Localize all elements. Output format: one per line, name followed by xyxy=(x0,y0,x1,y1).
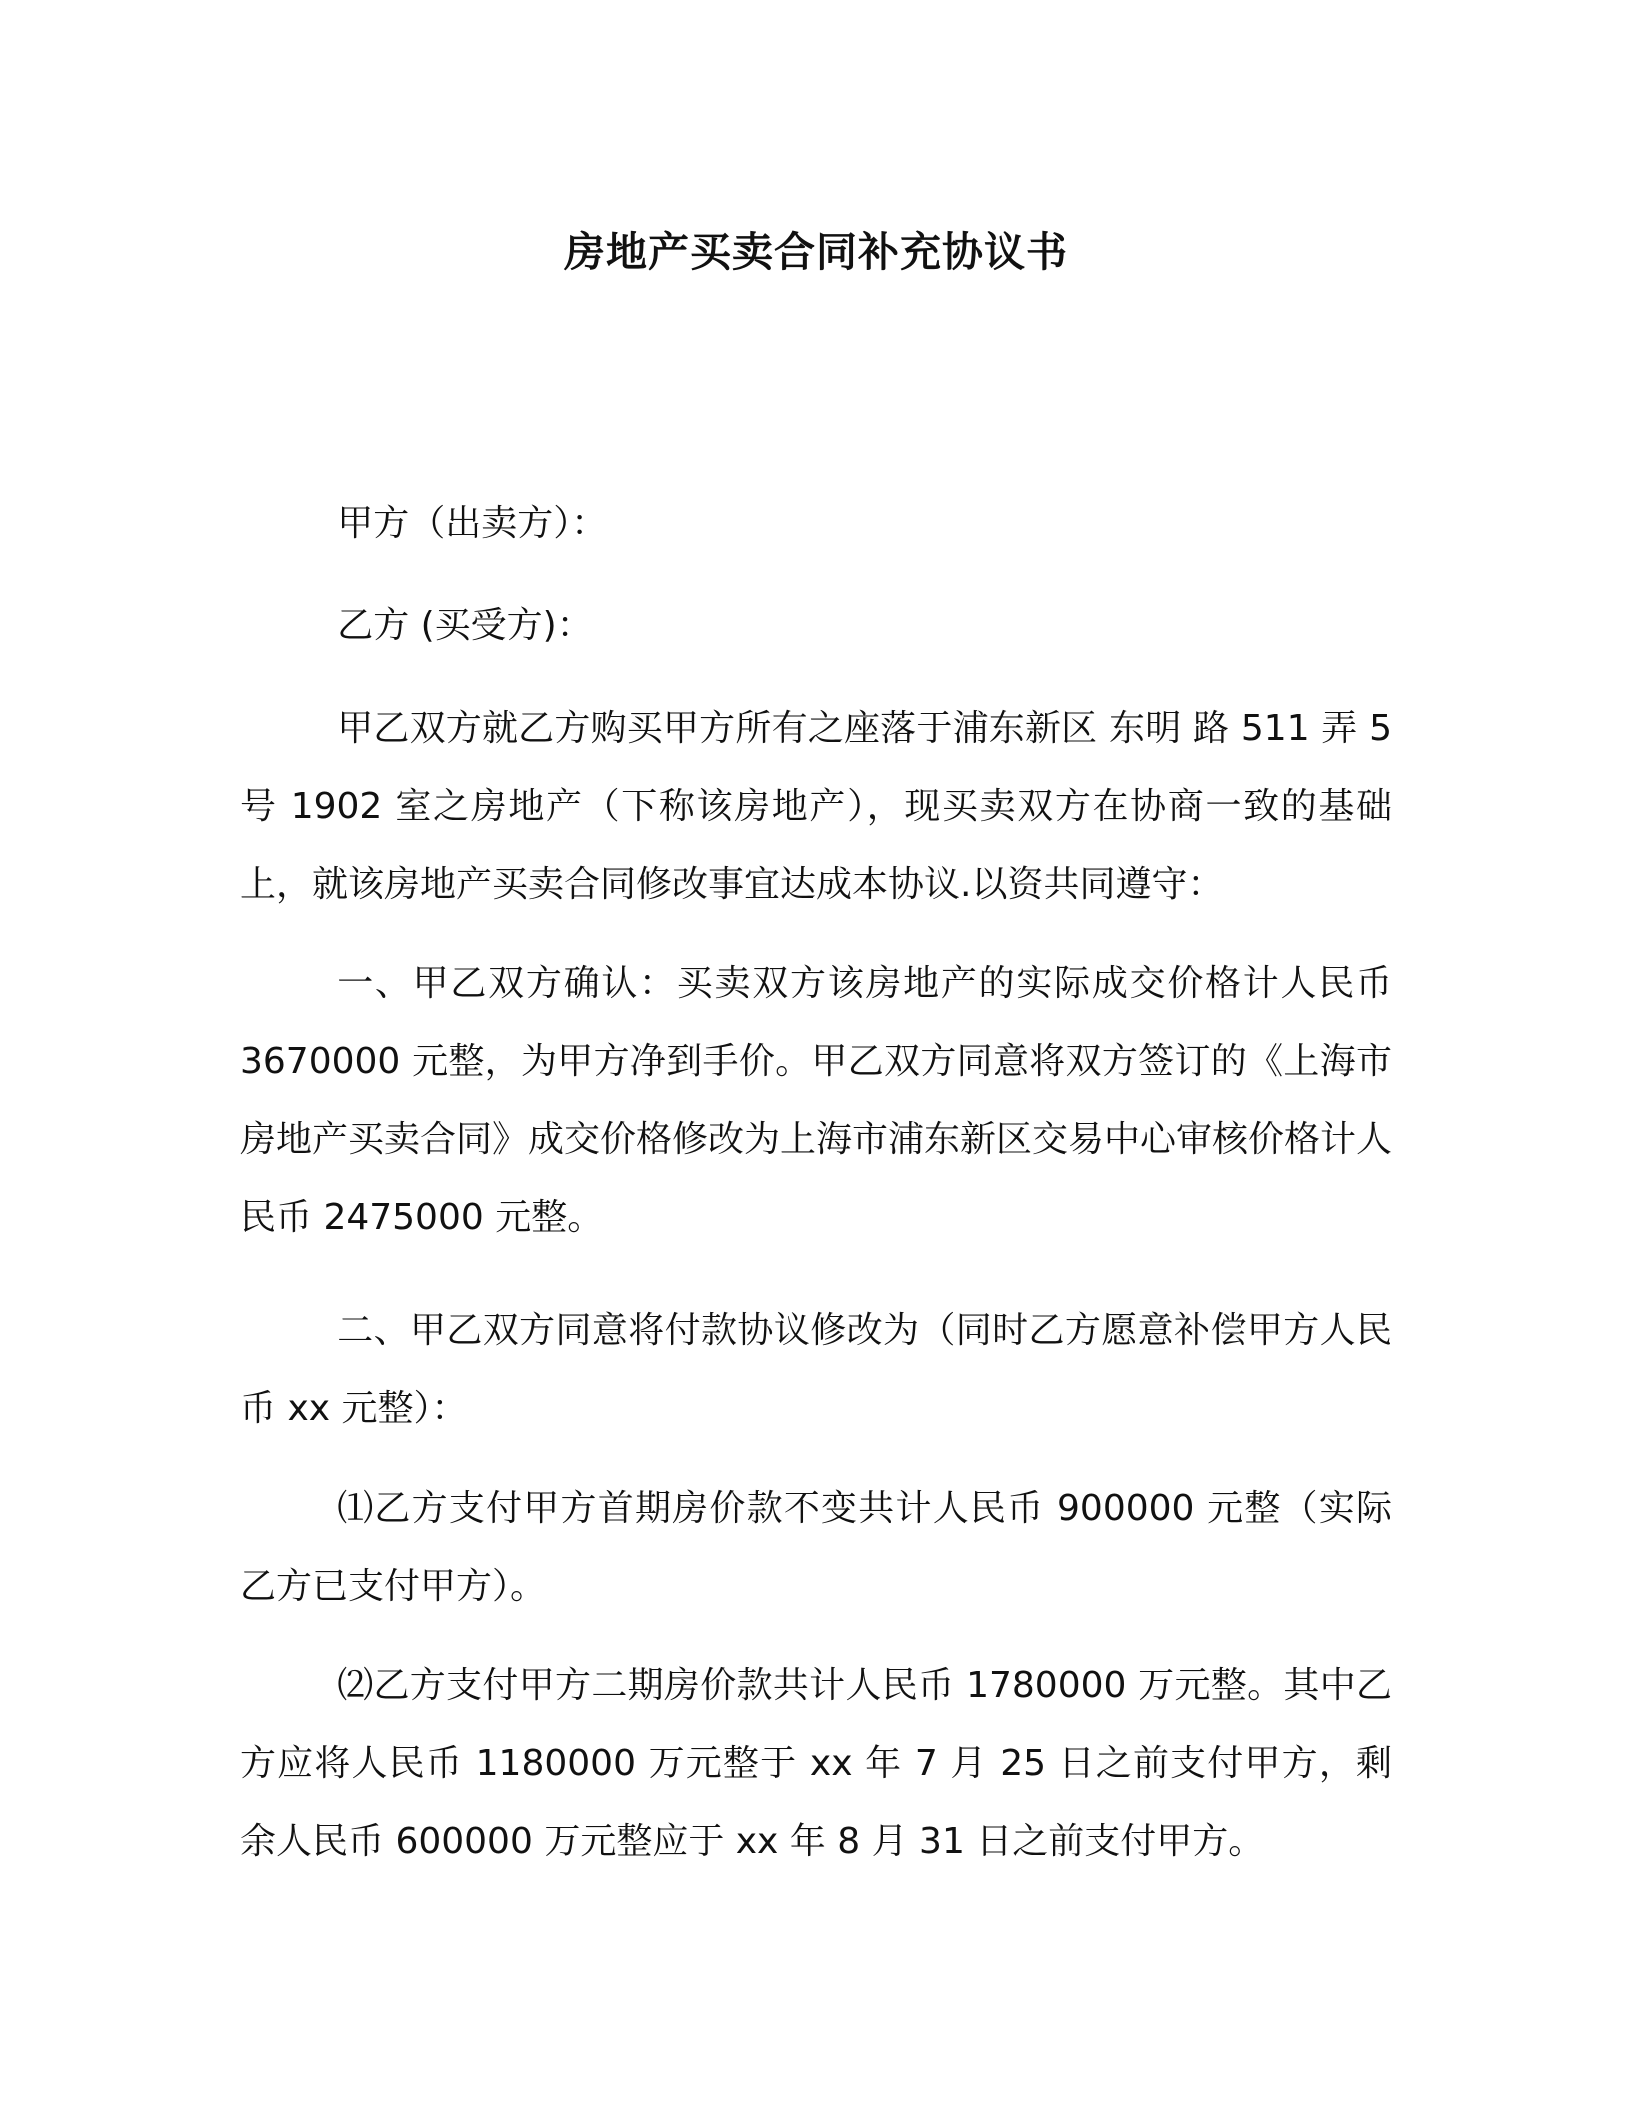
party-b-line xyxy=(240,587,1392,665)
party-b-label: 乙方 (买受方)： xyxy=(337,605,593,646)
payment-item-two-text: ⑵乙方支付甲方二期房价款共计人民币 1780000 万元整。其中乙方应将人民币 1180000 万元整于 xx 年 7 月 25 日之前支付甲方，剩余人民币 600000 万元整应于 xx 年 8 月 31 日之前支付甲方。 xyxy=(240,1665,1392,1862)
clause-one-paragraph xyxy=(240,945,1392,1257)
intro-paragraph xyxy=(240,690,1392,924)
party-a-label: 甲方（出卖方）： xyxy=(337,503,608,544)
payment-item-two xyxy=(240,1647,1392,1881)
intro-text: 甲乙双方就乙方购买甲方所有之座落于浦东新区 东明 路 511 弄 5 号 1902 室之房地产（下称该房地产），现买卖双方在协商一致的基础上，就该房地产买卖合同修改事宜达成本协议.以资共同遵守： xyxy=(240,708,1392,905)
payment-item-one-text: ⑴乙方支付甲方首期房价款不变共计人民币 900000 元整（实际乙方已支付甲方）。 xyxy=(240,1488,1392,1607)
clause-two-paragraph xyxy=(240,1292,1392,1448)
clause-one-text: 一、甲乙双方确认：买卖双方该房地产的实际成交价格计人民币 3670000 元整，为甲方净到手价。甲乙双方同意将双方签订的《上海市房地产买卖合同》成交价格修改为上海市浦东新区交易中心审核价格计人民币 2475000 元整。 xyxy=(240,963,1393,1238)
clause-two-text: 二、甲乙双方同意将付款协议修改为（同时乙方愿意补偿甲方人民币 xx 元整）： xyxy=(240,1310,1392,1429)
party-a-line xyxy=(240,485,1392,563)
payment-item-one xyxy=(240,1470,1392,1626)
document-title: 房地产买卖合同补充协议书 xyxy=(564,228,1068,276)
